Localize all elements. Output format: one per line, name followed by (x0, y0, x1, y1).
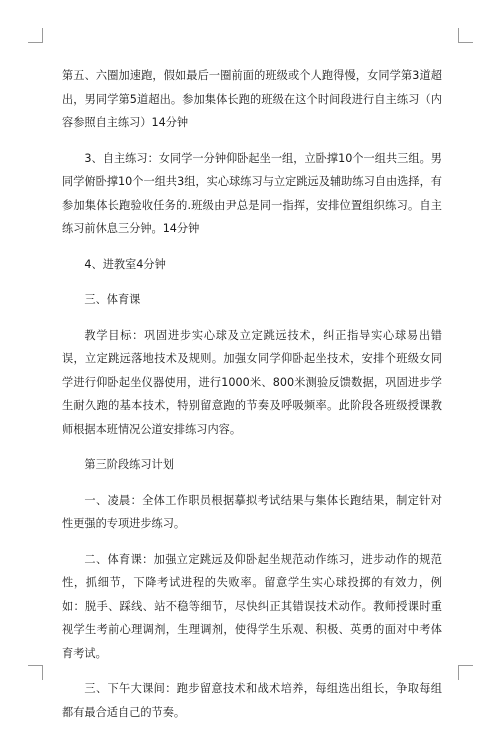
section-heading: 三、体育课 (84, 293, 141, 306)
paragraph-pe-class: 二、体育课：加强立定跳远及仰卧起坐规范动作练习，进步动作的规范性，抓细节，下降考试进程的失败率。留意学生实心球投掷的有效力，例如：脱手、踩线、站不稳等细节，尽快纠正其错误技术动作。教师授课时重视学生考前心理调剂，生理调剂，使得学生乐观、积极、英勇的面对中考体育考试。 (62, 552, 442, 660)
paragraph-1: 第五、六圈加速跑，假如最后一圈前面的班级或个人跑得慢，女同学第3道超出，男同学第5道超出。参加集体长跑的班级在这个时间段进行自主练习（内容参照自主练习）14分钟 (62, 69, 442, 129)
paragraph-3: 4、进教室4分钟 (84, 257, 166, 271)
crop-mark-bottom-right (458, 665, 473, 680)
crop-mark-top-left (28, 28, 43, 43)
paragraph-morning: 一、凌晨：全体工作职员根据摹拟考试结果与集体长跑结果，制定针对性更强的专项进步练习。 (62, 493, 442, 530)
crop-mark-bottom-left (28, 665, 43, 680)
paragraph-teaching-goals: 教学目标：巩固进步实心球及立定跳远技术，纠正指导实心球易出错误，立定跳远落地技术及规则。加强女同学仰卧起坐技术，安排个班级女同学进行仰卧起坐仪器使用，进行1000米、800米测验反馈数据，巩固进步学生耐久跑的基本技术，特别留意跑的节奏及呼吸频率。此阶段各班级授课教师根据本班情况公道安排练习内容。 (62, 328, 442, 436)
paragraph-2: 3、自主练习：女同学一分钟仰卧起坐一组，立卧撑10个一组共三组。男同学俯卧撑10个一组共3组，实心球练习与立定跳远及辅助练习自由选择，有参加集体长跑验收任务的.班级由尹总是同一指挥，安排位置组织练习。自主练习前休息三分钟。14分钟 (62, 151, 442, 235)
document-body (62, 64, 442, 736)
stage-heading: 第三阶段练习计划 (84, 458, 174, 471)
crop-mark-top-right (458, 28, 473, 43)
paragraph-afternoon: 三、下午大课间：跑步留意技术和战术培养，每组选出组长，争取每组都有最合适自己的节奏。 (62, 682, 442, 719)
